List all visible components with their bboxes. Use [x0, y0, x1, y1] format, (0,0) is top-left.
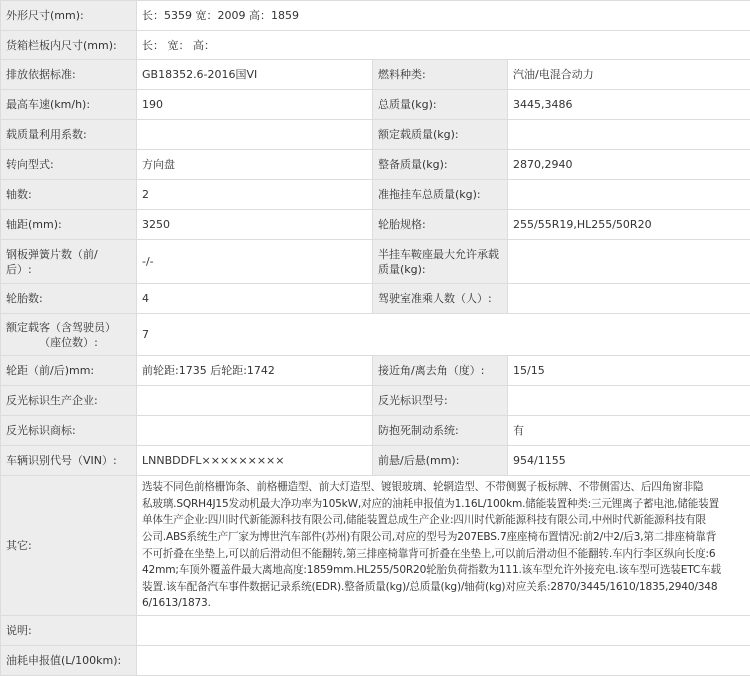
row-vin [1, 446, 750, 476]
label-other: 其它: [1, 476, 137, 616]
value-approach-angle: 15/15 [508, 356, 750, 386]
other-line: 装置.该车配备汽车事件数据记录系统(EDR).整备质量(kg)/总质量(kg)/轴荷(kg)对应关系:2870/3445/1610/1835,2940/348 [142, 580, 718, 593]
label-emission: 排放依据标准: [1, 60, 137, 90]
row-wheelbase [1, 210, 750, 240]
label-load-factor: 载质量利用系数: [1, 120, 137, 150]
other-line: 公司.ABS系统生产厂家为博世汽车部件(苏州)有限公司,对应的型号为207EBS.7座座椅布置情况:前2/中2/后3,第二排座椅靠背 [142, 530, 717, 543]
label-tire-count: 轮胎数: [1, 284, 137, 314]
label-cab-seats: 驾驶室准乘人数（人）: [373, 284, 508, 314]
label-saddle-load: 半挂车鞍座最大允许承载 质量(kg): [373, 240, 508, 284]
row-speed [1, 90, 750, 120]
label-wheelbase: 轴距(mm): [1, 210, 137, 240]
label-trailer-mass: 准拖挂车总质量(kg): [373, 180, 508, 210]
label-remark: 说明: [1, 616, 137, 646]
label-cargo-box: 货箱栏板内尺寸(mm): [1, 31, 137, 60]
value-leaf-springs: -/- [137, 240, 373, 284]
label-tire-spec: 轮胎规格: [373, 210, 508, 240]
value-curb-mass: 2870,2940 [508, 150, 750, 180]
other-line: 6/1613/1873. [142, 597, 211, 610]
label-overhang: 前悬/后悬(mm): [373, 446, 508, 476]
value-max-speed: 190 [137, 90, 373, 120]
value-abs: 有 [508, 416, 750, 446]
row-cargo-box [1, 31, 750, 60]
label-fuel-consumption: 油耗申报值(L/100km): [1, 646, 137, 676]
label-dimensions: 外形尺寸(mm): [1, 1, 137, 31]
other-line: 选装不同色前格栅饰条、前格栅造型、前大灯造型、镀银玻璃、轮辋造型、不带侧翼子板标牌、不带侧雷达、后四角窗非隐 [142, 481, 704, 494]
other-line: 单体生产企业:四川时代新能源科技有限公司,储能装置总成生产企业:四川时代新能源科技有限公司,中州时代新能源科技有限 [142, 514, 706, 527]
value-rated-load [508, 120, 750, 150]
value-overhang: 954/1155 [508, 446, 750, 476]
row-dimensions [1, 1, 750, 31]
row-tires [1, 284, 750, 314]
value-cargo-box: 长： 宽： 高： [137, 31, 750, 60]
row-track [1, 356, 750, 386]
label-passengers: 额定载客（含驾驶员） （座位数）: [1, 314, 137, 356]
value-other [137, 476, 750, 616]
label-vin: 车辆识别代号（VIN）: [1, 446, 137, 476]
row-leaf-springs [1, 240, 750, 284]
row-passengers [1, 314, 750, 356]
label-reflector-brand: 反光标识商标: [1, 416, 137, 446]
value-passengers: 7 [137, 314, 750, 356]
label-approach-angle: 接近角/离去角（度）: [373, 356, 508, 386]
other-line: 42mm;车顶外覆盖件最大离地高度:1859mm.HL255/50R20轮胎负荷指数为111.该车型允许外接充电.该车型可选装ETC车载 [142, 564, 721, 577]
value-emission: GB18352.6-2016国VI [137, 60, 373, 90]
label-rated-load: 额定载质量(kg): [373, 120, 508, 150]
value-reflector-model [508, 386, 750, 416]
value-fuel-consumption [137, 646, 750, 676]
other-line: 不可折叠在坐垫上,可以前后滑动但不能翻转,第三排座椅靠背可折叠在坐垫上,可以前后滑动但不能翻转.车内行李区纵向长度:6 [142, 547, 716, 560]
value-axles: 2 [137, 180, 373, 210]
label-steering: 转向型式: [1, 150, 137, 180]
row-emission [1, 60, 750, 90]
row-fuel-consumption [1, 646, 750, 676]
value-tire-spec: 255/55R19,HL255/50R20 [508, 210, 750, 240]
label-axles: 轴数: [1, 180, 137, 210]
row-reflector-brand [1, 416, 750, 446]
label-abs: 防抱死制动系统: [373, 416, 508, 446]
value-tire-count: 4 [137, 284, 373, 314]
label-reflector-maker: 反光标识生产企业: [1, 386, 137, 416]
row-other [1, 476, 750, 616]
value-cab-seats [508, 284, 750, 314]
value-trailer-mass [508, 180, 750, 210]
label-track: 轮距（前/后)mm: [1, 356, 137, 386]
row-load-factor [1, 120, 750, 150]
value-dimensions: 长：5359 宽：2009 高：1859 [137, 1, 750, 31]
value-reflector-maker [137, 386, 373, 416]
value-wheelbase: 3250 [137, 210, 373, 240]
label-leaf-springs: 钢板弹簧片数（前/ 后）: [1, 240, 137, 284]
value-steering: 方向盘 [137, 150, 373, 180]
row-remark [1, 616, 750, 646]
value-remark [137, 616, 750, 646]
row-steering [1, 150, 750, 180]
row-reflector [1, 386, 750, 416]
value-load-factor [137, 120, 373, 150]
value-fuel-type: 汽油/电混合动力 [508, 60, 750, 90]
label-curb-mass: 整备质量(kg): [373, 150, 508, 180]
label-gross-mass: 总质量(kg): [373, 90, 508, 120]
label-max-speed: 最高车速(km/h): [1, 90, 137, 120]
other-line: 私玻璃.SQRH4J15发动机最大净功率为105kW,对应的油耗申报值为1.16L/100km.储能装置种类:三元锂离子蓄电池,储能装置 [142, 497, 719, 510]
label-fuel-type: 燃料种类: [373, 60, 508, 90]
label-reflector-model: 反光标识型号: [373, 386, 508, 416]
value-reflector-brand [137, 416, 373, 446]
value-vin: LNNBDDFL××××××××× [137, 446, 373, 476]
value-gross-mass: 3445,3486 [508, 90, 750, 120]
value-saddle-load [508, 240, 750, 284]
row-axles [1, 180, 750, 210]
value-track: 前轮距:1735 后轮距:1742 [137, 356, 373, 386]
